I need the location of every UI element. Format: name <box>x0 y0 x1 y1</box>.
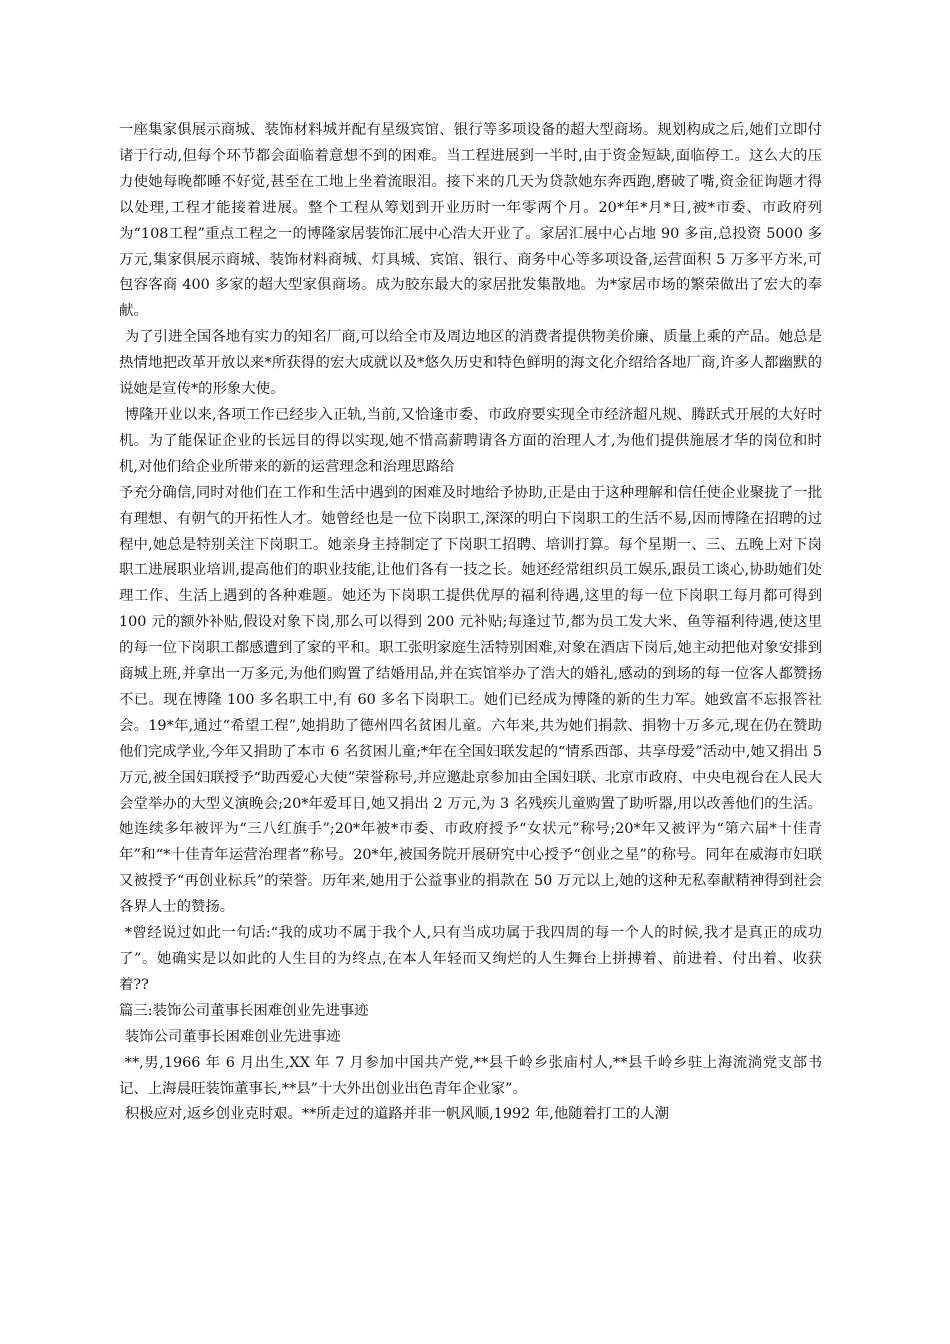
paragraph-7: 积极应对,返乡创业克时艰。**所走过的道路并非一帆风顺,1992 年,他随着打工的人潮 <box>124 1106 669 1123</box>
paragraph-5: *曾经说过如此一句话:“我的成功不属于我个人,只有当成功属于我四周的每一个人的时候,我才是真正的成功了”。她确实是以如此的人生目的为终点,在本人年轻而又绚烂的人生舞台上拼搏着、前进着、付出着、收获着?? <box>119 925 822 993</box>
paragraph-4: 予充分确信,同时对他们在工作和生活中遇到的困难及时地给予协助,正是由于这种理解和信任使企业聚拢了一批有理想、有朝气的开拓性人才。她曾经也是一位下岗职工,深深的明白下岗职工的生活不易,因而博隆在招聘的过程中,她总是特别关注下岗职工。她亲身主持制定了下岗职工招聘、培训打算。每个星期一、三、五晚上对下岗职工进展职业培训,提高他们的职业技能,让他们各有一技之长。她还经常组织员工娱乐,跟员工谈心,协助她们处理工作、生活上遇到的各种难题。她还为下岗职工提供优厚的福利待遇,这里的每一位下岗职工每月都可得到 100 元的额外补贴,假设对象下岗,那么可以得到 200 元补贴;每逢过节,都为员工发大米、鱼等福利待遇,使这里的每一位下岗职工都感遭到了家的平和。职工张明家庭生活特别困难,对象在酒店下岗后,她主动把他对象安排到商城上班,并拿出一万多元,为他们购置了结婚用品,并在宾馆举办了浩大的婚礼,感动的到场的每一位客人都赞扬不已。现在博隆 100 多名职工中,有 60 多名下岗职工。她们已经成为博隆的新的生力军。她致富不忘报答社会。19*年,通过“希望工程”,她捐助了德州四名贫困儿童。六年来,共为她们捐款、捐物十万多元,现在仍在赞助他们完成学业,今年又捐助了本市 6 名贫困儿童;*年在全国妇联发起的“情系西部、共享母爱”活动中,她又捐出 5 万元,被全国妇联授予“助西爱心大使”荣誉称号,并应邀赴京参加由全国妇联、北京市政府、中央电视台在人民大会堂举办的大型义演晚会;20*年爱耳日,她又捐出 2 万元,为 3 名残疾儿童购置了助听器,用以改善他们的生活。她连续多年被评为“三八红旗手”;20*年被*市委、市政府授予“女状元”称号;20*年又被评为“第六届*十佳青年”和“*十佳青年运营治理者”称号。20*年,被国务院开展研究中心授予“创业之星”的称号。同年在威海市妇联又被授予“再创业标兵”的荣誉。历年来,她用于公益事业的捐款在 50 万元以上,她的这种无私奉献精神得到社会各界人士的赞扬。 <box>119 484 827 916</box>
article-title: 装饰公司董事长困难创业先进事迹 <box>124 1028 341 1045</box>
paragraph-3: 博隆开业以来,各项工作已经步入正轨,当前,又恰逢市委、市政府要实现全市经济超凡规、腾跃式开展的大好时机。为了能保证企业的长远目的得以实现,她不惜高薪聘请各方面的治理人才,为他们提供施展才华的岗位和时机,对他们给企业所带来的新的运营理念和治理思路给 <box>119 406 822 475</box>
paragraph-6: **,男,1966 年 6 月出生,XX 年 7 月参加中国共产党,**县千岭乡张庙村人,**县千岭乡驻上海流淌党支部书记、上海晨旺装饰董事长,**县”十大外出创业出色青年企业家”。 <box>119 1054 822 1097</box>
paragraph-1: 一座集家俱展示商城、装饰材料城并配有星级宾馆、银行等多项设备的超大型商场。规划构成之后,她们立即付诸于行动,但每个环节都会面临着意想不到的困难。当工程进展到一半时,由于资金短缺,面临停工。这么大的压力使她每晚都睡不好觉,甚至在工地上坐着流眼泪。接下来的几天为贷款她东奔西跑,磨破了嘴,资金征询题才得以处理,工程才能接着进展。整个工程从筹划到开业历时一年零两个月。20*年*月*日,被*市委、市政府列为“108工程”重点工程之一的博隆家居装饰汇展中心浩大开业了。家居汇展中心占地 90 多亩,总投资 5000 多万元,集家俱展示商城、装饰材料商城、灯具城、宾馆、银行、商务中心等多项设备,运营面积 5 万多平方米,可包容客商 400 多家的超大型家俱商场。成为胶东最大的家居批发集散地。为*家居市场的繁荣做出了宏大的奉献。 <box>119 122 822 320</box>
paragraph-2: 为了引进全国各地有实力的知名厂商,可以给全市及周边地区的消费者提供物美价廉、质量上乘的产品。她总是热情地把改革开放以来*所获得的宏大成就以及*悠久历史和特色鲜明的海文化介绍给各地厂商,许多人都幽默的说她是宣传*的形象大使。 <box>119 329 822 398</box>
section-heading: 篇三:装饰公司董事长困难创业先进事迹 <box>119 1002 369 1019</box>
document-body <box>119 118 827 1128</box>
